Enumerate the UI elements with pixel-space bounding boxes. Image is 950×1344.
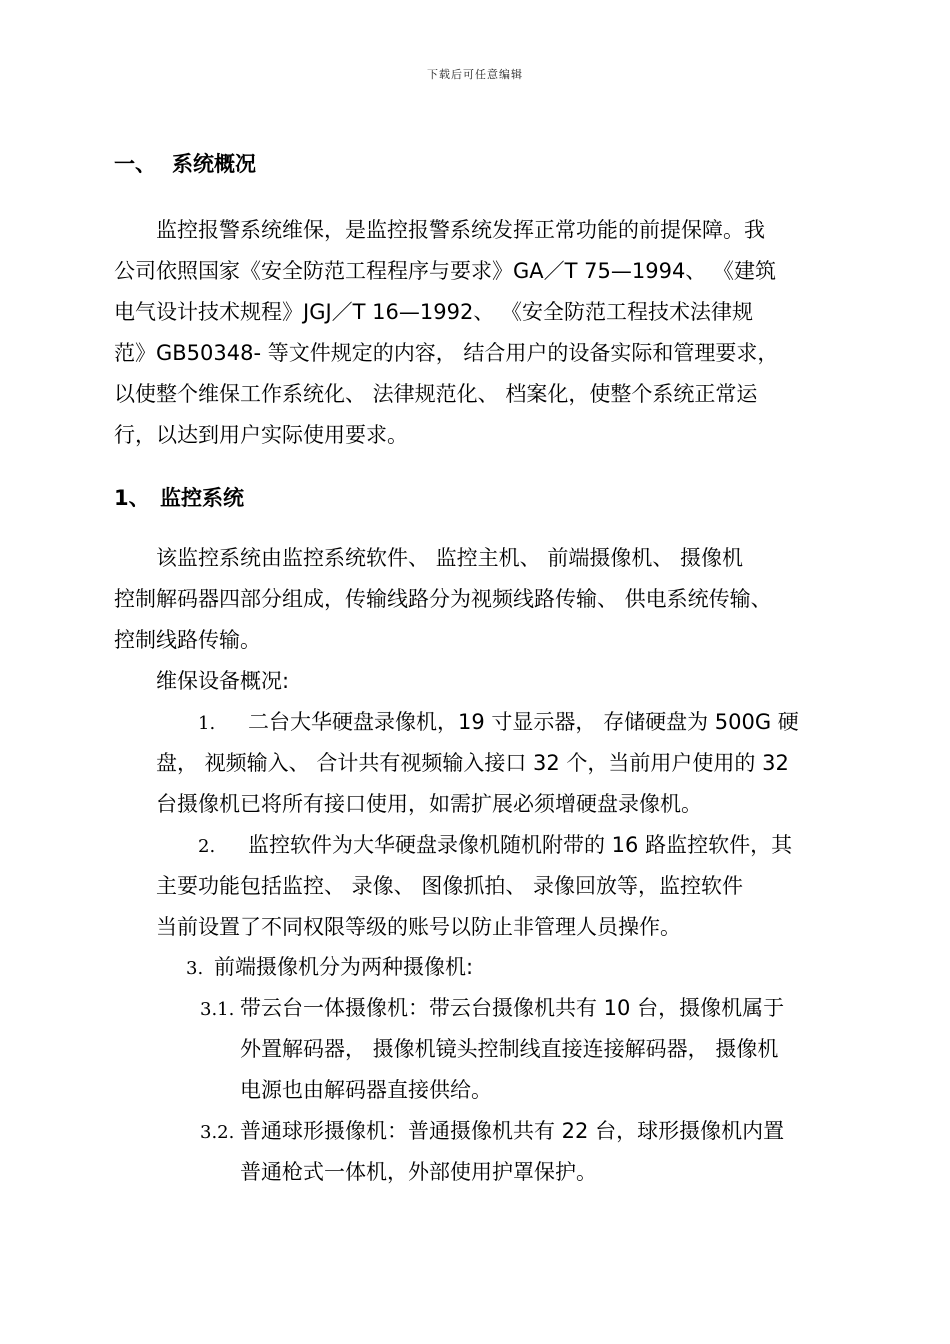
sub-item-line: 普通枪式一体机，外部使用护罩保护。	[240, 1160, 597, 1184]
list-item-number: 2.	[198, 836, 216, 857]
sub-item	[200, 988, 840, 1111]
paragraph-line: 范》GB50348- 等文件规定的内容， 结合用户的设备实际和管理要求，	[114, 341, 779, 365]
sub-item-number: 3.1.	[200, 999, 235, 1020]
list-item-line: 2. 监控软件为大华硬盘录像机随机附带的 16 路监控软件，其	[156, 825, 846, 866]
section-heading-overview	[114, 144, 256, 185]
paragraph-line: 控制线路传输。	[114, 628, 261, 652]
overview-label: 维保设备概况:	[156, 669, 290, 693]
list-item-line: 盘， 视频输入、 合计共有视频输入接口 32 个，当前用户使用的 32	[156, 751, 789, 775]
list-item-number: 3.	[186, 958, 204, 979]
list-item	[186, 947, 836, 988]
header-note: 下载后可任意编辑	[427, 68, 523, 81]
section-number: 一、	[114, 152, 156, 176]
sub-item-number: 3.2.	[200, 1122, 235, 1143]
paragraph-line: 以使整个维保工作系统化、 法律规范化、 档案化，使整个系统正常运	[114, 382, 758, 406]
list-item-line: 台摄像机已将所有接口使用，如需扩展必须增硬盘录像机。	[156, 792, 702, 816]
list-item-line: 1. 二台大华硬盘录像机，19 寸显示器， 存储硬盘为 500G 硬	[156, 702, 846, 743]
paragraph-line: 控制解码器四部分组成，传输线路分为视频线路传输、 供电系统传输、	[114, 587, 772, 611]
paragraph-line: 电气设计技术规程》JGJ／T 16—1992、 《安全防范工程技术法律规	[114, 300, 754, 324]
section-heading-monitoring	[114, 478, 244, 519]
section-title: 监控系统	[160, 486, 244, 510]
list-item	[156, 825, 846, 948]
list-item-line: 主要功能包括监控、 录像、 图像抓拍、 录像回放等，监控软件	[156, 874, 744, 898]
section-title: 系统概况	[172, 152, 256, 176]
sub-item	[200, 1111, 840, 1193]
paragraph-line: 监控报警系统维保，是监控报警系统发挥正常功能的前提保障。我	[114, 218, 765, 242]
monitoring-intro	[114, 538, 838, 661]
sub-item-line: 3.1. 带云台一体摄像机：带云台摄像机共有 10 台，摄像机属于	[200, 988, 840, 1029]
sub-item-line: 外置解码器， 摄像机镜头控制线直接连接解码器， 摄像机	[240, 1037, 779, 1061]
list-item	[156, 702, 846, 825]
paragraph-line: 公司依照国家《安全防范工程程序与要求》GA／T 75—1994、 《建筑	[114, 259, 776, 283]
sub-item-line: 3.2. 普通球形摄像机：普通摄像机共有 22 台，球形摄像机内置	[200, 1111, 840, 1152]
paragraph-line: 该监控系统由监控系统软件、 监控主机、 前端摄像机、 摄像机	[114, 546, 744, 570]
list-item-line: 当前设置了不同权限等级的账号以防止非管理人员操作。	[156, 915, 681, 939]
paragraph-line: 行，以达到用户实际使用要求。	[114, 423, 408, 447]
list-item-line: 3. 前端摄像机分为两种摄像机:	[186, 947, 836, 988]
sub-item-line: 电源也由解码器直接供给。	[240, 1078, 492, 1102]
overview-paragraph	[114, 210, 838, 456]
list-item-number: 1.	[198, 713, 216, 734]
section-number: 1、	[114, 486, 150, 510]
